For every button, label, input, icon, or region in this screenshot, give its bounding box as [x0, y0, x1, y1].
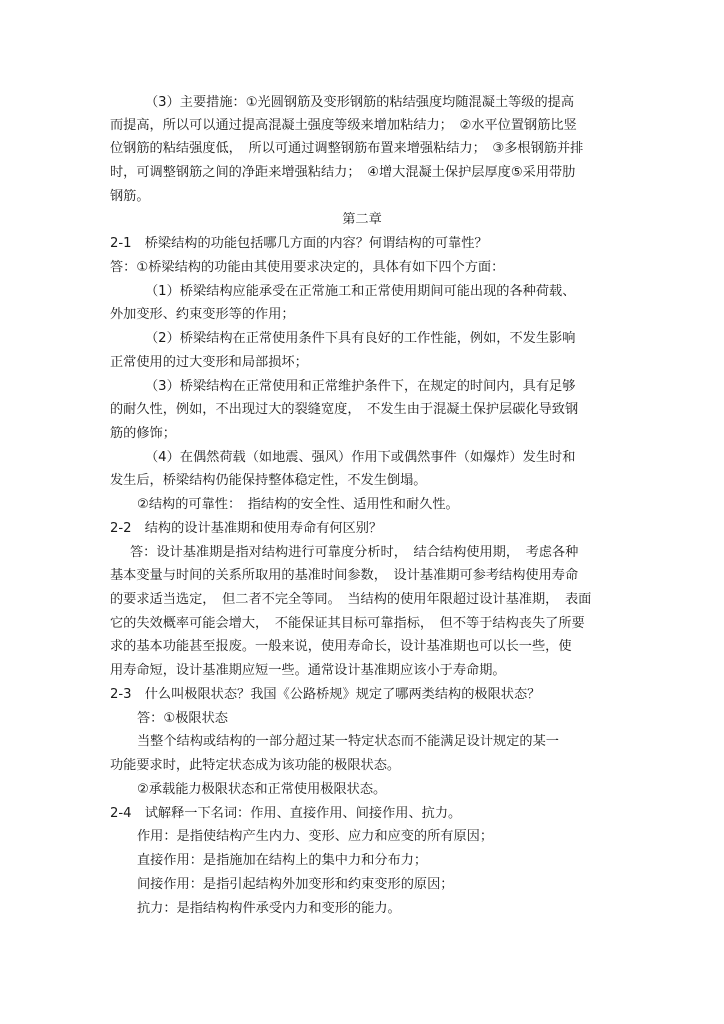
text-line: 外加变形、约束变形等的作用；	[110, 307, 295, 322]
text-line: 而提高，所以可以通过提高混凝土强度等级来增加粘结力； ②水平位置钢筋比竖	[110, 118, 577, 133]
text-line: ②结构的可靠性： 指结构的安全性、适用性和耐久性。	[137, 497, 459, 512]
question-heading: 2-2 结构的设计基准期和使用寿命有何区别？	[110, 521, 383, 536]
text-line: 当整个结构或结构的一部分超过某一特定状态而不能满足设计规定的某一	[137, 734, 559, 749]
text-line: （3）主要措施：①光圆钢筋及变形钢筋的粘结强度均随混凝土等级的提高	[145, 95, 575, 110]
text-line: 直接作用：是指施加在结构上的集中力和分布力；	[137, 853, 428, 868]
text-line: 功能要求时，此特定状态成为该功能的极限状态。	[110, 758, 401, 773]
text-line: 间接作用：是指引起结构外加变形和约束变形的原因；	[137, 877, 454, 892]
text-line: （1）桥梁结构应能承受在正常施工和正常使用期间可能出现的各种荷载、	[145, 284, 576, 299]
text-line: 正常使用的过大变形和局部损坏；	[110, 355, 308, 370]
text-line: 的耐久性，例如，不出现过大的裂缝宽度， 不发生由于混凝土保护层碳化导致钢	[110, 402, 579, 417]
text-line: 答：设计基准期是指对结构进行可靠度分析时， 结合结构使用期， 考虑各种	[130, 545, 579, 560]
text-line: 时，可调整钢筋之间的净距来增强粘结力； ④增大混凝土保护层厚度⑤采用带肋	[110, 165, 576, 180]
question-heading: 2-4 试解释一下名词：作用、直接作用、间接作用、抗力。	[110, 806, 462, 821]
text-line: 作用：是指使结构产生内力、变形、应力和应变的所有原因；	[137, 829, 494, 844]
question-heading: 2-1 桥梁结构的功能包括哪几方面的内容？何谓结构的可靠性？	[110, 236, 488, 251]
text-line: 钢筋。	[110, 189, 150, 204]
text-line: 它的失效概率可能会增大， 不能保证其目标可靠指标， 但不等于结构丧失了所要	[110, 616, 585, 631]
text-line: 筋的修饰；	[110, 426, 176, 441]
text-line: 抗力：是指结构构件承受内力和变形的能力。	[137, 901, 401, 916]
text-line: 的要求适当选定， 但二者不完全等同。 当结构的使用年限超过设计基准期， 表面	[110, 592, 592, 607]
text-line: 位钢筋的粘结强度低， 所以可通过调整钢筋布置来增强粘结力； ③多根钢筋并排	[110, 141, 584, 156]
text-line: 答：①桥梁结构的功能由其使用要求决定的，具体有如下四个方面：	[110, 260, 505, 275]
text-line: （2）桥梁结构在正常使用条件下具有良好的工作性能，例如，不发生影响	[145, 331, 576, 346]
text-line: 发生后，桥梁结构仍能保持整体稳定性，不发生倒塌。	[110, 473, 427, 488]
text-line: （3）桥梁结构在正常使用和正常维护条件下，在规定的时间内，具有足够	[145, 379, 576, 394]
text-line: 用寿命短，设计基准期应短一些。通常设计基准期应该小于寿命期。	[110, 663, 506, 678]
text-line: （4）在偶然荷载（如地震、强风）作用下或偶然事件（如爆炸）发生时和	[145, 450, 576, 465]
text-line: 求的基本功能甚至报废。一般来说，使用寿命长，设计基准期也可以长一些，使	[110, 639, 572, 654]
chapter-heading: 第二章	[342, 212, 382, 227]
text-line: 答：①极限状态	[137, 711, 228, 726]
text-line: ②承载能力极限状态和正常使用极限状态。	[137, 782, 387, 797]
text-line: 基本变量与时间的关系所取用的基准时间参数， 设计基准期可参考结构使用寿命	[110, 568, 579, 583]
question-heading: 2-3 什么叫极限状态？我国《公路桥规》规定了哪两类结构的极限状态？	[110, 687, 541, 702]
